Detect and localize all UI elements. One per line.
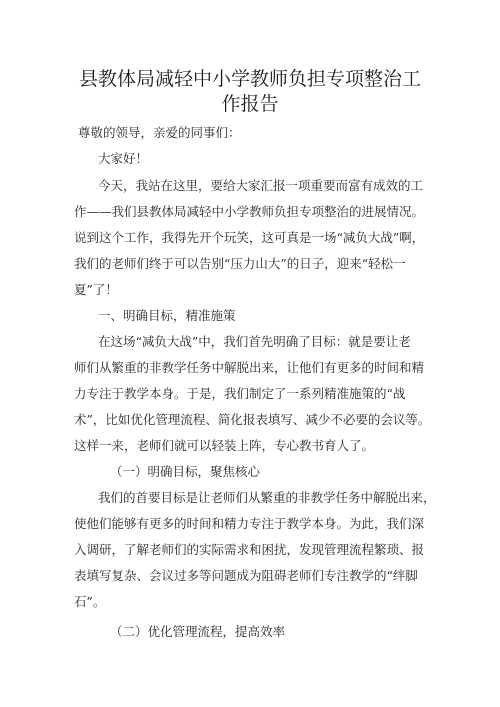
intro-line: 作——我们县教体局减轻中小学教师负担专项整治的进展情况。 xyxy=(74,204,425,219)
section1-line: 师们从繁重的非教学任务中解脱出来，让他们有更多的时间和精 xyxy=(74,360,425,375)
section1-line: 力专注于教学本身。于是，我们制定了一系列精准施策的“战 xyxy=(74,386,406,401)
section1-line: 在这场“减负大战”中，我们首先明确了目标：就是要让老 xyxy=(98,334,411,349)
salutation: 尊敬的领导，亲爱的同事们： xyxy=(78,125,241,140)
section1-line: 这样一来，老师们就可以轻装上阵，专心教书育人了。 xyxy=(74,438,375,453)
subsection-heading: （二）优化管理流程，提高效率 xyxy=(110,624,286,639)
subsection1-line: 表填写复杂、会议过多等问题成为阻碍老师们专注教学的“绊脚 xyxy=(74,568,418,583)
section-heading: 一、明确目标，精准施策 xyxy=(98,308,236,323)
document-title-line-2: 作报告 xyxy=(221,93,279,115)
greeting: 大家好！ xyxy=(98,151,149,166)
subsection1-line: 入调研，了解老师们的实际需求和困扰，发现管理流程繁琐、报 xyxy=(74,542,425,557)
intro-line: 说到这个工作，我得先开个玩笑，这可真是一场“减负大战”啊， xyxy=(74,230,425,245)
subsection-heading: （一）明确目标，聚焦核心 xyxy=(110,464,261,479)
subsection1-line: 石”。 xyxy=(74,594,106,609)
intro-line: 今天，我站在这里，要给大家汇报一项重要而富有成效的工 xyxy=(98,178,424,193)
intro-line: 夏”了！ xyxy=(74,282,118,297)
section1-line: 术”，比如优化管理流程、简化报表填写、减少不必要的会议等。 xyxy=(74,412,431,427)
subsection1-line: 我们的首要目标是让老师们从繁重的非教学任务中解脱出来， xyxy=(98,490,436,505)
intro-line: 我们的老师们终于可以告别“压力山大”的日子，迎来“轻松一 xyxy=(74,256,406,271)
subsection1-line: 使他们能够有更多的时间和精力专注于教学本身。为此，我们深 xyxy=(74,516,425,531)
document-title-line-1: 县教体局减轻中小学教师负担专项整治工 xyxy=(78,68,421,90)
